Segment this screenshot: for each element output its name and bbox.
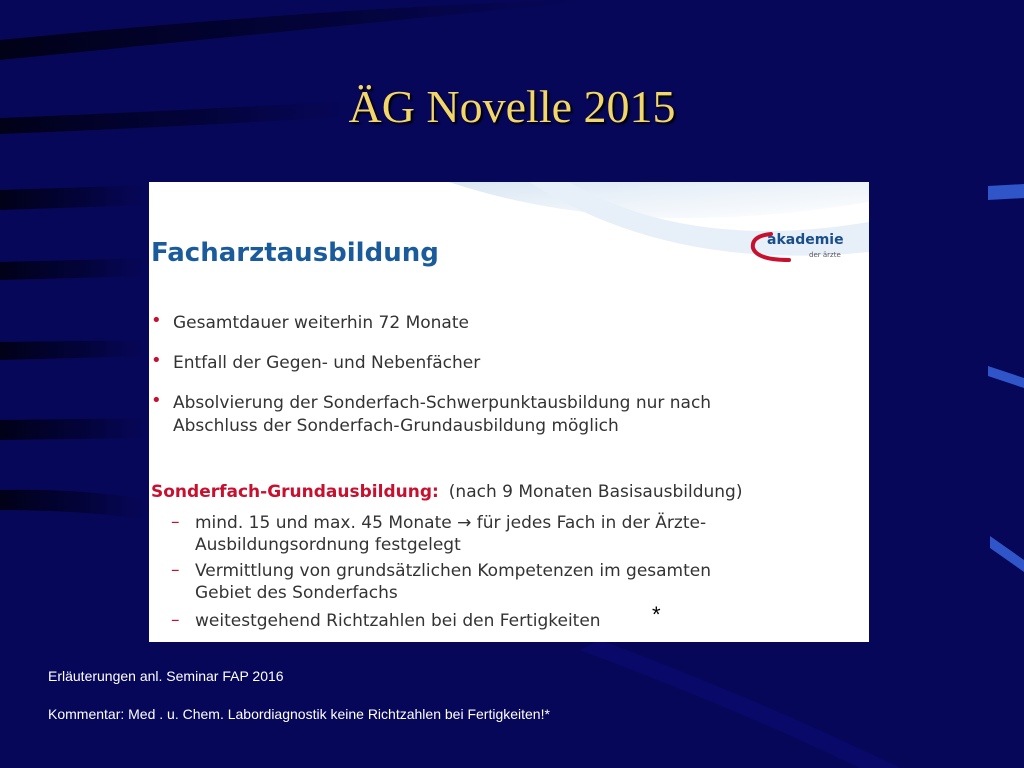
bullet-dot-icon: • — [151, 310, 162, 331]
bullet-dot-icon: • — [151, 390, 162, 411]
dash-icon: – — [171, 610, 180, 630]
bullet-text: Absolvierung der Sonderfach-Schwerpunktausbildung nur nach — [173, 393, 712, 413]
note-line-1: Erläuterungen anl. Seminar FAP 2016 — [48, 668, 284, 684]
asterisk-marker: * — [652, 602, 661, 627]
dash-text: Vermittlung von grundsätzlichen Kompetenzen im gesamten — [195, 561, 712, 581]
sub-heading-label: Sonderfach-Grundausbildung: — [151, 482, 439, 502]
logo-word: akademie — [767, 232, 844, 248]
content-panel — [149, 182, 869, 642]
akademie-logo — [749, 228, 849, 268]
bullet-text: Entfall der Gegen- und Nebenfächer — [173, 353, 481, 373]
dash-text: weitestgehend Richtzahlen bei den Fertigkeiten — [195, 611, 601, 631]
bullet-dot-icon: • — [151, 350, 162, 371]
slide-title: ÄG Novelle 2015 — [348, 81, 676, 132]
dash-text: Gebiet des Sonderfachs — [195, 583, 398, 603]
bullet-text: Gesamtdauer weiterhin 72 Monate — [173, 313, 469, 333]
dash-icon: – — [171, 512, 180, 532]
note-line-2: Kommentar: Med . u. Chem. Labordiagnostik keine Richtzahlen bei Fertigkeiten!* — [48, 706, 550, 722]
dash-icon: – — [171, 560, 180, 580]
sub-heading-note: (nach 9 Monaten Basisausbildung) — [448, 482, 743, 502]
dash-text: Ausbildungsordnung festgelegt — [195, 535, 461, 555]
bullet-text: Abschluss der Sonderfach-Grundausbildung möglich — [173, 416, 619, 436]
panel-heading: Facharztausbildung — [151, 238, 439, 268]
dash-text: mind. 15 und max. 45 Monate → für jedes Fach in der Ärzte- — [195, 513, 707, 533]
logo-subtitle: der ärzte — [809, 251, 841, 259]
sub-heading — [151, 482, 742, 502]
